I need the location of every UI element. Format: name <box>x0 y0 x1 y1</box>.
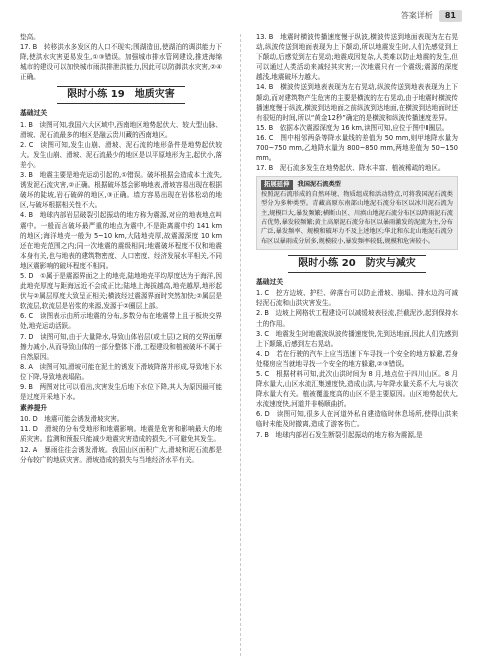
answer-item: 8. A 读图可知,滑坡可能在泥土的诱发下滑坡降落并形成,导致地下水位下降,导致地表塌陷。 <box>20 362 222 381</box>
answer-item: 4. B 地球内部岩层破裂引起振动的地方称为震源,对应的地表地点叫震中。一般而言破坏最严重的地点为震中,不是距离震中约 141 km 的地区;海洋地壳一般为 5~10 km,大陆地壳厚,故震源深度 10 km 还在地壳范围之内;同一次地震的震级相同;地震破坏程度不仅和地震本身有关,也与地表的建筑物密度、人口密度、经济发展水平相关,不同地区震影响的破坏程度不相同。 <box>20 211 223 270</box>
section-title-text: 限时小练 20 防灾与减灾 <box>288 255 425 273</box>
left-column <box>20 32 222 465</box>
answer-item: 12. A 暴雨往往会诱发滑坡。我国山区面积广大,滑坡和泥石流都是分布较广的地质灾害。滑坡造成的损失与当地经济水平有关。 <box>20 445 222 464</box>
answer-item: 14. B 横波传送到地表表现为左右晃动,纵波传送到地表表现为上下颠动,而对建筑物产生危害的主要是横波的左右晃动,由于地震时横波传播速度慢于纵波,横波到达地面之前纵波到达地面,在横波到达地面时还有很短的时间,所以“黄金12秒”确定的是横波和纵波传播速度差异。 <box>256 83 459 122</box>
answer-item: 15. B 依据本次震源深度为 16 km,读图可知,应位于图中Ⅱ圈层。 <box>256 123 449 132</box>
answer-item: 9. B 两图对比可以看出,灾害发生后地下水位下降,其人为原因最可能是过度开采地下水。 <box>20 383 222 402</box>
answer-item: 11. D 滑坡的分布受地形和地震影响。地震是危害和影响最大的地质灾害。监测和预报只能减少地震灾害造成的损失,不可避免其发生。 <box>20 425 222 444</box>
section-title-19 <box>20 86 222 104</box>
header-label: 答案详析 <box>400 11 433 20</box>
extension-title: 我国泥石流类型 <box>297 181 341 189</box>
subheading: 素养提升 <box>20 404 48 413</box>
page-number: 81 <box>439 10 462 22</box>
answer-item: 2. C 读图可知,发生山崩、滑坡、泥石流的地形条件是地势起伏较大。发生山崩、滑坡、泥石流最少的地区是以平原地形为主,起伏小,落差小。 <box>20 140 223 169</box>
answer-item: 13. B 地震时横波传播速度慢于纵波,横波传送到地面表现为左右晃动,纵波传送到地面表现为上下颠动,所以地震发生时,人们先感觉到上下颠动,后感觉到左右晃动;地震成因复杂,人类难以防止地震的发生,但可以通过人类活动来减轻其灾害;一次地震只有一个震级;震源的深度越浅,地震破坏力越大。 <box>256 33 458 82</box>
paragraph: 17. B 转移洪水多发区的人口不现实;围湖造田,使湖泊的调洪能力下降,使洪水灾害更易发生,①③错误。加强城市排水管网建设,推进海绵城市的建设可以加快城市雨洪排泄洪能力,因此可以防御洪水灾害,②④正确。 <box>20 43 222 82</box>
answer-item: 5. D ①属于是震源界面之上的地壳,陆地地壳平均厚度达为于海洋,因此地壳厚度与距海远近不会成正比;陆地上海拔越高,地壳越厚,地形起伏与②属层厚度大致呈正相关;横波经过震源界面时突然加快;②属层是软流层,软流层是岩浆的来源,发源于②圈层上部。 <box>20 271 222 311</box>
page-header <box>401 10 462 22</box>
section-title-text: 限时小练 19 地质灾害 <box>57 86 184 104</box>
extension-box <box>256 176 458 250</box>
answer-item: 16. C 图中相邻两条等降水量线的差值为 50 mm,则甲地降水量为 700~750 mm,乙地降水量为 800~850 mm,两地差值为 50~150 mm。 <box>256 133 458 163</box>
answer-item: 17. B 泥石流多发生在地势起伏、降水丰富、植被稀疏的地区。 <box>256 164 445 173</box>
answer-item: 2. B 边坡上网格状工程建设可以减缓坡表径流,拦截泥沙,起到保持水土的作用。 <box>256 309 458 328</box>
answer-item: 3. C 地震发生时地震波纵波传播速度快,先到达地面,因此人们先感到上下颠簸,后感到左右晃动。 <box>256 329 458 348</box>
right-column <box>256 32 458 440</box>
answer-item: 7. B 地球内部岩石发生断裂引起振动的地方称为震源,是 <box>256 430 423 439</box>
subheading: 基础过关 <box>256 278 284 287</box>
answer-item: 1. B 读图可知,我国六大区域中,西南地区地势起伏大、较大型山脉、滑坡、泥石流最多的地区是融云贵川藏的西南地区。 <box>20 120 222 139</box>
answer-item: 5. C 根据材料可知,此次山洪时间为 8 月,地点位于四川山区。8 月降水量大,山区水流汇集速度快,造成山洪,与年降水量关系不大,与该次降水量大有关。植被覆盖度高的山区不是主要原因。山区地势起伏大,水流速度快,河道并非畅顺曲折。 <box>256 370 458 409</box>
answer-item: 10. D 地震可能会诱发滑坡灾害。 <box>20 415 124 424</box>
answer-item: 4. D 若在行驶的汽车上应当迅速下车寻找一个安全的地方躲避,若身处楼房应当就地寻找一个安全的地方躲避,②③错误。 <box>256 349 458 368</box>
answer-item: 6. D 读图可知,很多人在河道外私自建造临时休息场所,使得山洪来临时未能及时撤离,造成了游客伤亡。 <box>256 410 458 429</box>
answer-item: 1. C 挖方边坡、护栏、碎落台可以防止滑坡、崩塌、排水边沟可减轻泥石流和山洪灾害发生。 <box>256 289 458 308</box>
answer-item: 3. B 地震主要是地壳运动引起的,①错误。破坏根据会造成本土流失,诱发泥石流灾害,②正确。根据破坏基会影响地表,滑坡容易出现在根据破坏的陡坡,岩石破碎的地区,③正确。墙方容易出现在岩体松动的地区,与破坏根据相关性不大。 <box>20 171 222 210</box>
column-divider <box>240 34 241 656</box>
paragraph: 垫高。 <box>20 33 40 41</box>
section-title-20 <box>256 255 458 273</box>
answer-item: 7. D 读图可知,由于大量降水,导致山体岩层(或土层)之间的交界面摩擦力减小,从而导致山体的一部分整体下滑,工程建设和植被破坏不属于自然原因。 <box>20 332 223 361</box>
extension-tag: 拓展延伸 <box>261 180 293 189</box>
subheading: 基础过关 <box>20 109 48 118</box>
extension-text: 按照泥石流形成的自然环境、物质组成和活动特点,可将我国泥石流类型分为多种类型。青藏高原东南部山地泥石流分布区以冰川泥石流为主,规模巨大,暴发频繁;横断山区、川滇山地泥石流分布区以降雨泥石流占优势,暴发较频繁;黄土高原泥石流分布区以暴雨激发的泥流为主,分布广泛,暴发频率、规模和破坏力不及上述地区;华北和东北山地泥石流分布区以暴雨成分居多,规模较小,暴发频率较低,规模和危害较小。 <box>261 190 453 245</box>
answer-item: 6. C 读图表示由所示地震的分布,多数分布在地震带上且于板块交界处,地壳运动活跃。 <box>20 312 222 331</box>
